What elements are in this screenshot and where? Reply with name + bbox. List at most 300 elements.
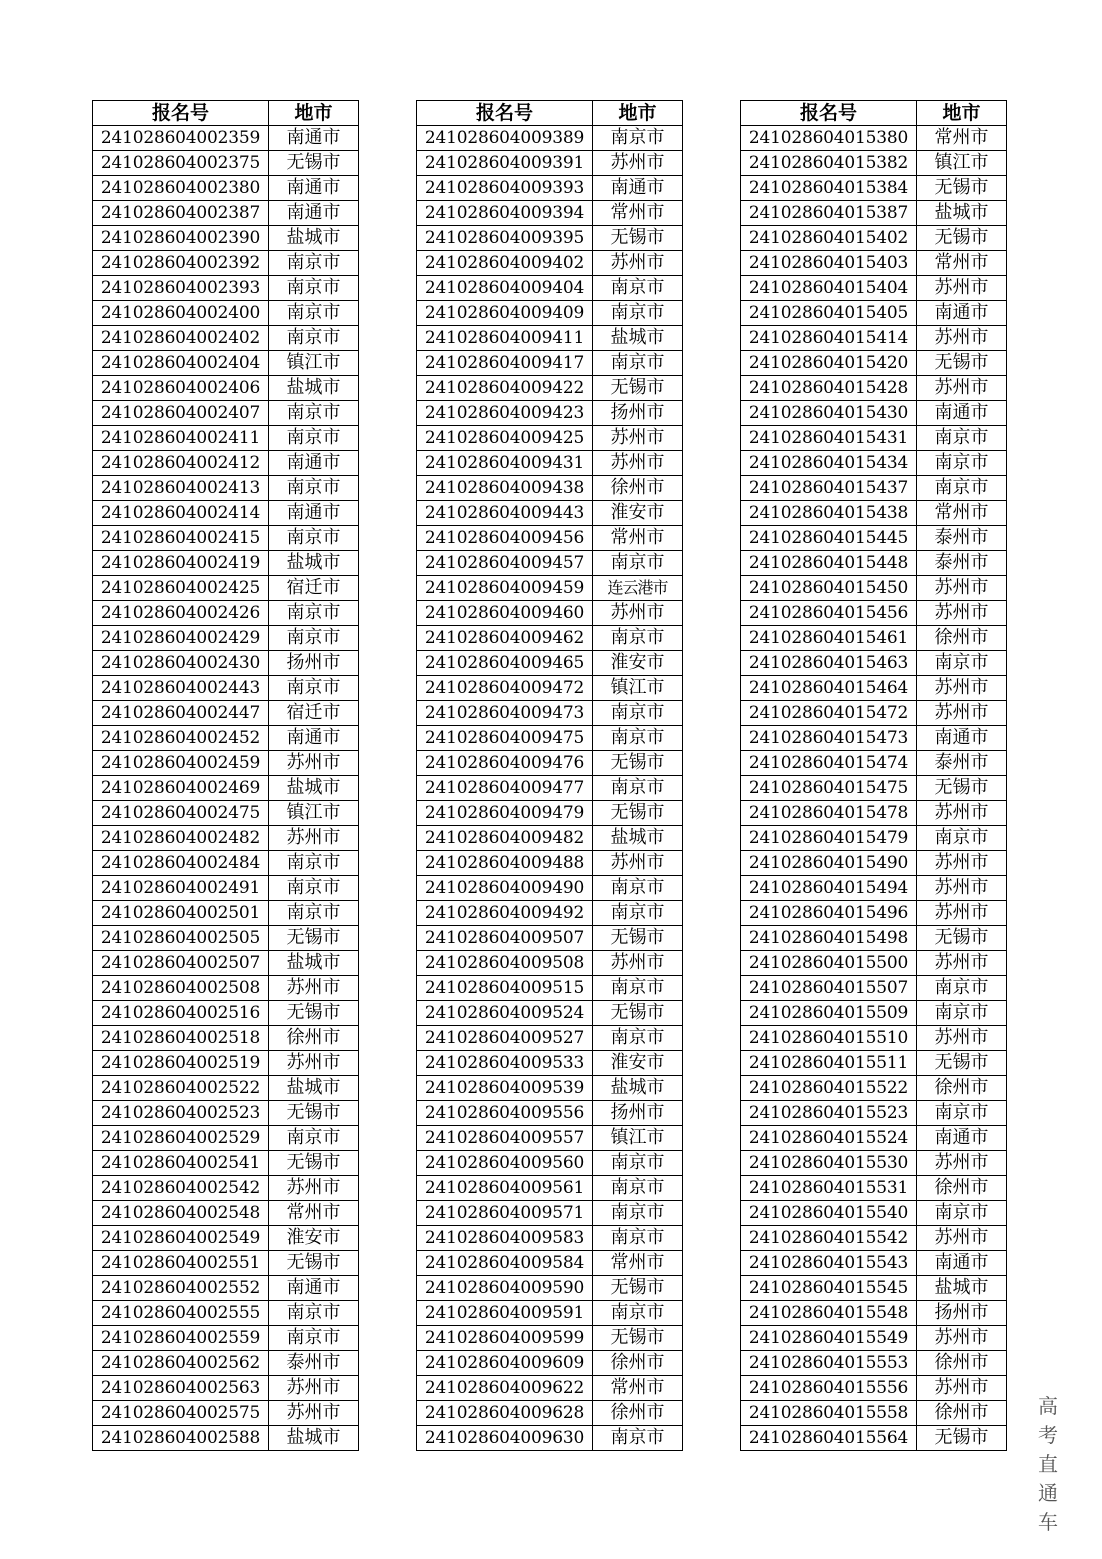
city-cell: 无锡市 xyxy=(269,1151,359,1176)
registration-number-cell: 241028604009395 xyxy=(417,226,593,251)
table-row xyxy=(741,126,1007,151)
registration-number-cell: 241028604009488 xyxy=(417,851,593,876)
table-row xyxy=(741,301,1007,326)
table-row xyxy=(417,1426,683,1451)
city-cell: 无锡市 xyxy=(917,926,1007,951)
table-row xyxy=(741,576,1007,601)
table-row xyxy=(417,126,683,151)
table-row xyxy=(93,1151,359,1176)
table-row xyxy=(417,1051,683,1076)
table-row xyxy=(93,551,359,576)
table-row xyxy=(417,1026,683,1051)
table-row xyxy=(93,1001,359,1026)
table-row xyxy=(741,326,1007,351)
table-row xyxy=(417,1326,683,1351)
city-cell: 南通市 xyxy=(917,401,1007,426)
city-cell: 徐州市 xyxy=(593,1351,683,1376)
city-cell: 南京市 xyxy=(269,526,359,551)
registration-table-3 xyxy=(740,100,1007,1451)
registration-number-cell: 241028604015475 xyxy=(741,776,917,801)
registration-number-cell: 241028604015448 xyxy=(741,551,917,576)
registration-number-cell: 241028604015472 xyxy=(741,701,917,726)
city-cell: 苏州市 xyxy=(917,1026,1007,1051)
city-cell: 南京市 xyxy=(593,1176,683,1201)
city-cell: 南京市 xyxy=(269,326,359,351)
registration-number-cell: 241028604002575 xyxy=(93,1401,269,1426)
city-cell: 盐城市 xyxy=(269,951,359,976)
table-row xyxy=(741,1276,1007,1301)
table-row xyxy=(93,1176,359,1201)
city-cell: 南通市 xyxy=(269,451,359,476)
registration-number-cell: 241028604015523 xyxy=(741,1101,917,1126)
table-row xyxy=(741,1426,1007,1451)
table-row xyxy=(417,1401,683,1426)
city-cell: 常州市 xyxy=(593,1251,683,1276)
registration-number-cell: 241028604015509 xyxy=(741,1001,917,1026)
registration-number-cell: 241028604009556 xyxy=(417,1101,593,1126)
source-watermark: 高考直通车 xyxy=(1038,1394,1058,1534)
registration-number-cell: 241028604009462 xyxy=(417,626,593,651)
city-cell: 淮安市 xyxy=(593,501,683,526)
city-cell: 连云港市 xyxy=(593,576,683,601)
city-cell: 苏州市 xyxy=(269,976,359,1001)
city-cell: 淮安市 xyxy=(593,651,683,676)
table-header-row xyxy=(93,101,359,126)
table-row xyxy=(417,651,683,676)
registration-number-cell: 241028604009473 xyxy=(417,701,593,726)
registration-number-cell: 241028604015420 xyxy=(741,351,917,376)
registration-number-cell: 241028604015445 xyxy=(741,526,917,551)
city-cell: 南京市 xyxy=(593,876,683,901)
city-cell: 南京市 xyxy=(593,626,683,651)
table-row xyxy=(93,701,359,726)
registration-number-cell: 241028604009409 xyxy=(417,301,593,326)
table-row xyxy=(417,1151,683,1176)
city-cell: 苏州市 xyxy=(593,951,683,976)
city-cell: 南京市 xyxy=(269,676,359,701)
table-row xyxy=(417,1251,683,1276)
table-row xyxy=(741,1076,1007,1101)
table-row xyxy=(93,626,359,651)
city-cell: 苏州市 xyxy=(917,851,1007,876)
table-row xyxy=(417,876,683,901)
registration-number-cell: 241028604015500 xyxy=(741,951,917,976)
registration-number-cell: 241028604009402 xyxy=(417,251,593,276)
city-cell: 扬州市 xyxy=(593,1101,683,1126)
registration-number-cell: 241028604015479 xyxy=(741,826,917,851)
header-city: 地市 xyxy=(593,101,683,126)
city-cell: 南京市 xyxy=(269,301,359,326)
registration-number-cell: 241028604015496 xyxy=(741,901,917,926)
table-row xyxy=(417,1076,683,1101)
table-row xyxy=(741,251,1007,276)
registration-number-cell: 241028604009539 xyxy=(417,1076,593,1101)
registration-number-cell: 241028604015380 xyxy=(741,126,917,151)
city-cell: 镇江市 xyxy=(917,151,1007,176)
registration-number-cell: 241028604015414 xyxy=(741,326,917,351)
registration-number-cell: 241028604015402 xyxy=(741,226,917,251)
table-row xyxy=(93,751,359,776)
city-cell: 苏州市 xyxy=(917,676,1007,701)
registration-number-cell: 241028604009460 xyxy=(417,601,593,626)
registration-number-cell: 241028604002393 xyxy=(93,276,269,301)
table-row xyxy=(93,401,359,426)
table-row xyxy=(93,976,359,1001)
table-row xyxy=(93,651,359,676)
registration-number-cell: 241028604015474 xyxy=(741,751,917,776)
registration-number-cell: 241028604015404 xyxy=(741,276,917,301)
registration-number-cell: 241028604009477 xyxy=(417,776,593,801)
city-cell: 常州市 xyxy=(593,1376,683,1401)
registration-number-cell: 241028604009389 xyxy=(417,126,593,151)
registration-number-cell: 241028604015531 xyxy=(741,1176,917,1201)
city-cell: 无锡市 xyxy=(593,1001,683,1026)
table-row xyxy=(93,226,359,251)
table-row xyxy=(417,1351,683,1376)
city-cell: 盐城市 xyxy=(917,201,1007,226)
table-row xyxy=(417,1226,683,1251)
city-cell: 南京市 xyxy=(269,901,359,926)
table-row xyxy=(417,251,683,276)
city-cell: 徐州市 xyxy=(593,1401,683,1426)
city-cell: 南京市 xyxy=(269,601,359,626)
registration-number-cell: 241028604002507 xyxy=(93,951,269,976)
table-row xyxy=(741,751,1007,776)
city-cell: 南京市 xyxy=(269,1326,359,1351)
table-row xyxy=(417,676,683,701)
registration-number-cell: 241028604015530 xyxy=(741,1151,917,1176)
city-cell: 苏州市 xyxy=(917,801,1007,826)
city-cell: 徐州市 xyxy=(917,1351,1007,1376)
registration-number-cell: 241028604015450 xyxy=(741,576,917,601)
registration-number-cell: 241028604015540 xyxy=(741,1201,917,1226)
registration-number-cell: 241028604015387 xyxy=(741,201,917,226)
registration-number-cell: 241028604002425 xyxy=(93,576,269,601)
table-row xyxy=(741,401,1007,426)
registration-number-cell: 241028604015438 xyxy=(741,501,917,526)
table-row xyxy=(741,426,1007,451)
city-cell: 苏州市 xyxy=(269,751,359,776)
registration-number-cell: 241028604002555 xyxy=(93,1301,269,1326)
city-cell: 苏州市 xyxy=(917,1376,1007,1401)
city-cell: 无锡市 xyxy=(269,1001,359,1026)
city-cell: 苏州市 xyxy=(269,1376,359,1401)
registration-number-cell: 241028604002402 xyxy=(93,326,269,351)
table-row xyxy=(741,1176,1007,1201)
registration-number-cell: 241028604009417 xyxy=(417,351,593,376)
table-row xyxy=(741,1351,1007,1376)
registration-number-cell: 241028604002508 xyxy=(93,976,269,1001)
city-cell: 盐城市 xyxy=(269,551,359,576)
city-cell: 无锡市 xyxy=(593,1326,683,1351)
table-row xyxy=(93,826,359,851)
registration-number-cell: 241028604002430 xyxy=(93,651,269,676)
registration-number-cell: 241028604002559 xyxy=(93,1326,269,1351)
registration-number-cell: 241028604015564 xyxy=(741,1426,917,1451)
city-cell: 常州市 xyxy=(269,1201,359,1226)
table-row xyxy=(417,1126,683,1151)
registration-number-cell: 241028604002392 xyxy=(93,251,269,276)
table-row xyxy=(93,1376,359,1401)
city-cell: 南京市 xyxy=(269,1126,359,1151)
city-cell: 无锡市 xyxy=(917,776,1007,801)
header-registration-number: 报名号 xyxy=(741,101,917,126)
city-cell: 泰州市 xyxy=(917,551,1007,576)
city-cell: 常州市 xyxy=(593,526,683,551)
registration-number-cell: 241028604002522 xyxy=(93,1076,269,1101)
registration-number-cell: 241028604015510 xyxy=(741,1026,917,1051)
table-row xyxy=(417,626,683,651)
table-row xyxy=(741,676,1007,701)
table-row xyxy=(93,926,359,951)
city-cell: 苏州市 xyxy=(917,1151,1007,1176)
city-cell: 南京市 xyxy=(593,1026,683,1051)
registration-number-cell: 241028604002562 xyxy=(93,1351,269,1376)
city-cell: 无锡市 xyxy=(593,926,683,951)
city-cell: 南京市 xyxy=(593,1151,683,1176)
table-row xyxy=(93,526,359,551)
city-cell: 苏州市 xyxy=(269,1401,359,1426)
city-cell: 南通市 xyxy=(917,1126,1007,1151)
city-cell: 南京市 xyxy=(593,1201,683,1226)
registration-number-cell: 241028604009393 xyxy=(417,176,593,201)
city-cell: 南京市 xyxy=(269,251,359,276)
city-cell: 南京市 xyxy=(917,976,1007,1001)
table-row xyxy=(741,1126,1007,1151)
city-cell: 无锡市 xyxy=(593,801,683,826)
registration-number-cell: 241028604002501 xyxy=(93,901,269,926)
table-row xyxy=(417,901,683,926)
registration-number-cell: 241028604015545 xyxy=(741,1276,917,1301)
table-row xyxy=(741,1151,1007,1176)
registration-number-cell: 241028604015403 xyxy=(741,251,917,276)
registration-number-cell: 241028604015507 xyxy=(741,976,917,1001)
table-row xyxy=(93,501,359,526)
city-cell: 无锡市 xyxy=(917,351,1007,376)
city-cell: 苏州市 xyxy=(917,1226,1007,1251)
city-cell: 南京市 xyxy=(917,826,1007,851)
table-row xyxy=(417,526,683,551)
registration-number-cell: 241028604002516 xyxy=(93,1001,269,1026)
city-cell: 南京市 xyxy=(593,1426,683,1451)
table-row xyxy=(93,276,359,301)
city-cell: 盐城市 xyxy=(269,226,359,251)
registration-number-cell: 241028604015478 xyxy=(741,801,917,826)
city-cell: 扬州市 xyxy=(917,1301,1007,1326)
table-row xyxy=(93,1301,359,1326)
city-cell: 南京市 xyxy=(917,426,1007,451)
city-cell: 扬州市 xyxy=(269,651,359,676)
registration-number-cell: 241028604009394 xyxy=(417,201,593,226)
city-cell: 镇江市 xyxy=(269,801,359,826)
table-row xyxy=(417,576,683,601)
table-row xyxy=(417,176,683,201)
city-cell: 无锡市 xyxy=(269,1101,359,1126)
registration-number-cell: 241028604002542 xyxy=(93,1176,269,1201)
city-cell: 无锡市 xyxy=(917,226,1007,251)
city-cell: 苏州市 xyxy=(593,251,683,276)
registration-table-2 xyxy=(416,100,683,1451)
table-row xyxy=(93,801,359,826)
table-row xyxy=(93,876,359,901)
table-row xyxy=(741,351,1007,376)
city-cell: 徐州市 xyxy=(917,1401,1007,1426)
registration-number-cell: 241028604002390 xyxy=(93,226,269,251)
registration-number-cell: 241028604015437 xyxy=(741,476,917,501)
city-cell: 南京市 xyxy=(593,276,683,301)
registration-number-cell: 241028604009571 xyxy=(417,1201,593,1226)
table-row xyxy=(417,751,683,776)
registration-number-cell: 241028604002447 xyxy=(93,701,269,726)
table-row xyxy=(741,526,1007,551)
registration-number-cell: 241028604002412 xyxy=(93,451,269,476)
city-cell: 南京市 xyxy=(593,1226,683,1251)
table-row xyxy=(417,1301,683,1326)
city-cell: 苏州市 xyxy=(593,851,683,876)
table-row xyxy=(417,801,683,826)
registration-number-cell: 241028604002407 xyxy=(93,401,269,426)
table-row xyxy=(417,201,683,226)
table-row xyxy=(417,926,683,951)
table-row xyxy=(93,726,359,751)
registration-number-cell: 241028604002529 xyxy=(93,1126,269,1151)
registration-number-cell: 241028604015490 xyxy=(741,851,917,876)
table-row xyxy=(741,951,1007,976)
registration-number-cell: 241028604009465 xyxy=(417,651,593,676)
city-cell: 常州市 xyxy=(917,126,1007,151)
registration-number-cell: 241028604015464 xyxy=(741,676,917,701)
table-row xyxy=(741,1376,1007,1401)
city-cell: 南京市 xyxy=(593,351,683,376)
table-row xyxy=(417,951,683,976)
registration-number-cell: 241028604015473 xyxy=(741,726,917,751)
table-row xyxy=(93,1101,359,1126)
registration-number-cell: 241028604009482 xyxy=(417,826,593,851)
registration-number-cell: 241028604009438 xyxy=(417,476,593,501)
registration-number-cell: 241028604002459 xyxy=(93,751,269,776)
city-cell: 镇江市 xyxy=(593,1126,683,1151)
city-cell: 南通市 xyxy=(593,176,683,201)
registration-number-cell: 241028604009472 xyxy=(417,676,593,701)
registration-number-cell: 241028604009599 xyxy=(417,1326,593,1351)
city-cell: 镇江市 xyxy=(593,676,683,701)
table-row xyxy=(93,1126,359,1151)
registration-number-cell: 241028604002452 xyxy=(93,726,269,751)
registration-number-cell: 241028604009423 xyxy=(417,401,593,426)
registration-number-cell: 241028604009391 xyxy=(417,151,593,176)
city-cell: 南通市 xyxy=(269,726,359,751)
city-cell: 南京市 xyxy=(269,1301,359,1326)
registration-number-cell: 241028604002518 xyxy=(93,1026,269,1051)
table-row xyxy=(741,226,1007,251)
table-row xyxy=(93,351,359,376)
registration-number-cell: 241028604009422 xyxy=(417,376,593,401)
registration-number-cell: 241028604015549 xyxy=(741,1326,917,1351)
table-row xyxy=(741,1251,1007,1276)
table-row xyxy=(417,376,683,401)
table-row xyxy=(741,1326,1007,1351)
city-cell: 扬州市 xyxy=(593,401,683,426)
table-row xyxy=(93,1251,359,1276)
header-registration-number: 报名号 xyxy=(417,101,593,126)
registration-number-cell: 241028604009557 xyxy=(417,1126,593,1151)
registration-number-cell: 241028604002404 xyxy=(93,351,269,376)
table-row xyxy=(741,801,1007,826)
table-row xyxy=(741,976,1007,1001)
city-cell: 苏州市 xyxy=(917,326,1007,351)
registration-number-cell: 241028604015522 xyxy=(741,1076,917,1101)
registration-number-cell: 241028604009630 xyxy=(417,1426,593,1451)
city-cell: 南京市 xyxy=(593,901,683,926)
registration-number-cell: 241028604009583 xyxy=(417,1226,593,1251)
registration-number-cell: 241028604009425 xyxy=(417,426,593,451)
registration-number-cell: 241028604015548 xyxy=(741,1301,917,1326)
registration-number-cell: 241028604015511 xyxy=(741,1051,917,1076)
city-cell: 南京市 xyxy=(917,476,1007,501)
city-cell: 苏州市 xyxy=(269,1051,359,1076)
registration-number-cell: 241028604015405 xyxy=(741,301,917,326)
table-row xyxy=(741,276,1007,301)
registration-number-cell: 241028604009591 xyxy=(417,1301,593,1326)
table-row xyxy=(417,851,683,876)
registration-number-cell: 241028604015543 xyxy=(741,1251,917,1276)
table-row xyxy=(417,476,683,501)
table-row xyxy=(93,951,359,976)
table-row xyxy=(93,251,359,276)
city-cell: 苏州市 xyxy=(593,601,683,626)
table-row xyxy=(93,576,359,601)
city-cell: 南京市 xyxy=(593,726,683,751)
table-row xyxy=(93,326,359,351)
city-cell: 苏州市 xyxy=(917,576,1007,601)
registration-number-cell: 241028604009515 xyxy=(417,976,593,1001)
registration-number-cell: 241028604015431 xyxy=(741,426,917,451)
city-cell: 淮安市 xyxy=(593,1051,683,1076)
city-cell: 苏州市 xyxy=(269,1176,359,1201)
city-cell: 无锡市 xyxy=(917,176,1007,201)
registration-number-cell: 241028604002551 xyxy=(93,1251,269,1276)
registration-number-cell: 241028604002387 xyxy=(93,201,269,226)
city-cell: 南通市 xyxy=(269,176,359,201)
table-row xyxy=(417,426,683,451)
table-row xyxy=(417,1176,683,1201)
city-cell: 南京市 xyxy=(917,451,1007,476)
registration-number-cell: 241028604015494 xyxy=(741,876,917,901)
city-cell: 常州市 xyxy=(917,501,1007,526)
registration-number-cell: 241028604009443 xyxy=(417,501,593,526)
registration-number-cell: 241028604015558 xyxy=(741,1401,917,1426)
table-row xyxy=(93,451,359,476)
table-row xyxy=(93,1426,359,1451)
city-cell: 南京市 xyxy=(917,1101,1007,1126)
registration-number-cell: 241028604002414 xyxy=(93,501,269,526)
city-cell: 南京市 xyxy=(269,876,359,901)
registration-number-cell: 241028604009590 xyxy=(417,1276,593,1301)
table-row xyxy=(93,426,359,451)
table-row xyxy=(741,776,1007,801)
table-row xyxy=(93,851,359,876)
table-row xyxy=(741,1301,1007,1326)
registration-number-cell: 241028604002359 xyxy=(93,126,269,151)
table-row xyxy=(417,1001,683,1026)
table-row xyxy=(93,1401,359,1426)
table-row xyxy=(417,601,683,626)
city-cell: 南京市 xyxy=(593,701,683,726)
table-row xyxy=(417,501,683,526)
registration-number-cell: 241028604009456 xyxy=(417,526,593,551)
city-cell: 苏州市 xyxy=(917,951,1007,976)
city-cell: 无锡市 xyxy=(917,1426,1007,1451)
